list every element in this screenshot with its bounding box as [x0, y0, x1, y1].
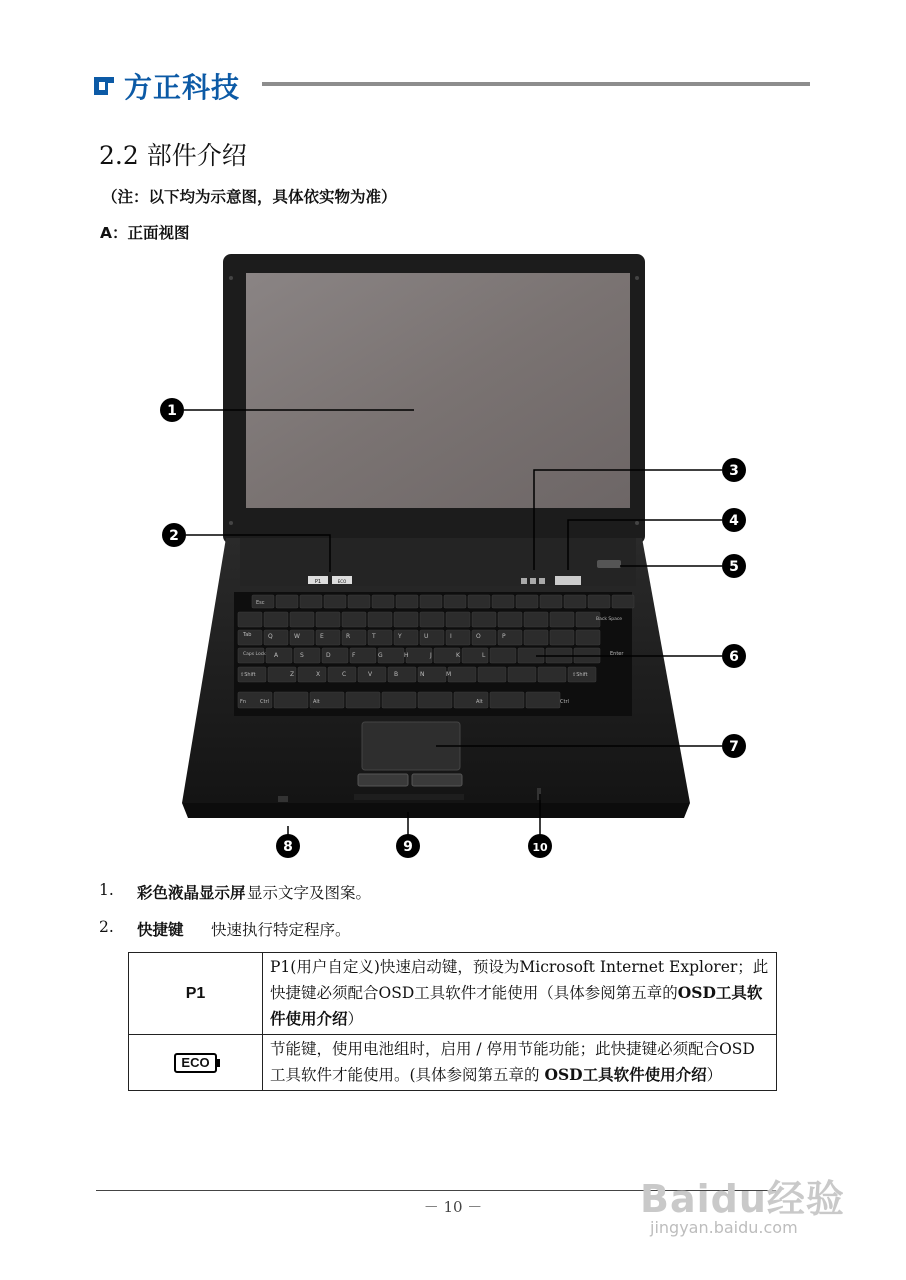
key-esc: Esc	[256, 600, 265, 606]
key-label-qwerty: Q	[268, 633, 273, 640]
key-label-asdf: A	[274, 652, 279, 659]
status-led-icon	[521, 578, 527, 584]
key-label-asdf: L	[482, 652, 486, 659]
table-cell-key	[129, 953, 263, 1035]
legend-term: 快捷键	[137, 921, 184, 939]
keyboard-key	[264, 612, 288, 627]
table-row	[129, 1035, 777, 1091]
watermark-logo: Baidu经验	[640, 1177, 845, 1221]
touchpad-right-button	[412, 774, 462, 786]
callout-number: 2	[169, 528, 179, 544]
legend-item	[99, 881, 499, 903]
keyboard-key	[468, 595, 490, 608]
key-label-qwerty: O	[476, 633, 481, 640]
key-enter: Enter	[610, 651, 624, 657]
keyboard-key	[448, 667, 476, 682]
keyboard-key	[290, 612, 314, 627]
legend-description: 显示文字及图案。	[247, 884, 372, 902]
description-tail: ）	[347, 1010, 364, 1028]
lid	[223, 254, 645, 544]
key-label-zxcv: V	[368, 671, 373, 678]
callout-number: 7	[729, 739, 739, 755]
keyboard-key	[420, 595, 442, 608]
keyboard-key	[564, 595, 586, 608]
keyboard-key	[346, 692, 380, 708]
hotkey-eco-label: ECO	[337, 579, 347, 584]
keyboard-key	[492, 595, 514, 608]
keyboard-key	[508, 667, 536, 682]
key-alt-right: Alt	[476, 699, 483, 705]
fingerprint-reader	[597, 560, 621, 568]
keyboard-key	[396, 595, 418, 608]
table-cell-key	[129, 1035, 263, 1091]
description-bold: OSD工具软件使用介绍	[270, 983, 763, 1028]
key-label-asdf: J	[430, 652, 432, 659]
description-text: P1(用户自定义)快速启动键，预设为Microsoft Internet Explorer；此快捷键必须配合OSD工具软件才能使用（具体参阅第五章的	[270, 958, 769, 1002]
keyboard-key	[382, 692, 416, 708]
keyboard-key	[490, 648, 516, 663]
keyboard-key	[324, 595, 346, 608]
legend-number: 1.	[99, 881, 114, 899]
keyboard-key	[298, 667, 326, 682]
keyboard-key	[540, 595, 562, 608]
keyboard-key	[576, 630, 600, 645]
key-tab: Tab	[243, 632, 252, 638]
description-bold: OSD工具软件使用介绍	[544, 1065, 707, 1084]
keyboard-key	[446, 612, 470, 627]
hotkey-p1-label: P1	[314, 579, 322, 585]
section-note: （注：以下均为示意图，具体依实物为准）	[102, 188, 397, 206]
legend-number: 2.	[99, 918, 114, 936]
keyboard-key	[550, 612, 574, 627]
key-shift-right: ⇧Shift	[572, 672, 588, 678]
legend-item	[99, 918, 499, 940]
table-row	[129, 953, 777, 1035]
key-fn: Fn	[240, 699, 247, 705]
key-label-asdf: K	[456, 652, 460, 659]
keyboard-key	[420, 612, 444, 627]
callout-number: 6	[729, 649, 739, 665]
key-label-qwerty: Y	[398, 633, 402, 640]
eco-battery-icon: ECO	[174, 1053, 216, 1073]
callout-number: 3	[729, 463, 739, 479]
keyboard-key	[538, 667, 566, 682]
keyboard-key	[342, 612, 366, 627]
key-caps: Caps Lock	[243, 652, 266, 657]
keyboard-key	[444, 595, 466, 608]
keyboard-key	[526, 692, 560, 708]
keyboard-key	[490, 692, 524, 708]
keyboard-key	[394, 612, 418, 627]
key-label-qwerty: R	[346, 633, 351, 640]
key-label-qwerty: I	[450, 633, 452, 640]
front-port	[278, 796, 288, 802]
key-label-zxcv: Z	[290, 671, 295, 678]
page-number: － 10 －	[423, 1198, 483, 1216]
keyboard-key	[294, 648, 320, 663]
keyboard-key	[454, 692, 488, 708]
callout-number: 9	[403, 839, 413, 855]
watermark-url: jingyan.baidu.com	[650, 1218, 798, 1237]
keyboard-key	[266, 648, 292, 663]
table-cell-description	[263, 953, 777, 1035]
keyboard-key	[524, 612, 548, 627]
status-led-icon	[539, 578, 545, 584]
company-logo	[90, 66, 240, 106]
key-label-zxcv: B	[394, 671, 399, 678]
keyboard-key	[406, 648, 432, 663]
keyboard-key	[388, 667, 416, 682]
power-button	[555, 576, 581, 585]
legend-term: 彩色液晶显示屏	[137, 884, 246, 902]
key-shift-left: ⇧Shift	[240, 672, 256, 678]
keyboard-key	[516, 595, 538, 608]
keyboard-key	[550, 630, 574, 645]
logo-text: 方正科技	[124, 71, 241, 104]
keyboard-key	[588, 595, 610, 608]
keyboard-key	[238, 612, 262, 627]
keyboard-key	[418, 692, 452, 708]
key-label-zxcv: N	[420, 671, 425, 678]
key-label-qwerty: T	[372, 633, 376, 640]
key-backspace: Back Space	[596, 617, 623, 622]
logo-mark-icon	[90, 71, 120, 101]
key-ctrl-right: Ctrl	[560, 699, 569, 705]
section-heading: 2.2 部件介绍	[99, 141, 247, 170]
laptop-front-view-figure	[150, 248, 770, 868]
key-label-qwerty: U	[424, 633, 429, 640]
table-cell-description	[263, 1035, 777, 1091]
header-rule	[262, 82, 810, 86]
key-label-asdf: D	[326, 652, 331, 659]
p1-key-label: P1	[185, 985, 206, 1002]
key-label-asdf: G	[378, 652, 383, 659]
callout-number: 5	[729, 559, 739, 575]
keyboard-key	[316, 612, 340, 627]
lcd-screen	[246, 273, 630, 508]
keyboard-key	[300, 595, 322, 608]
callout-number: 10	[532, 841, 548, 854]
keyboard-key	[498, 612, 522, 627]
touchpad-left-button	[358, 774, 408, 786]
key-label-qwerty: P	[502, 633, 506, 640]
keyboard-key	[368, 612, 392, 627]
description-tail: ）	[706, 1066, 723, 1084]
subsection-label: A：正面视图	[100, 224, 190, 242]
key-label-asdf: F	[352, 652, 356, 659]
callout-number: 8	[283, 839, 293, 855]
key-ctrl-left: Ctrl	[260, 699, 269, 705]
legend-description: 快速执行特定程序。	[211, 921, 351, 939]
callout-number: 4	[729, 513, 739, 529]
key-label-zxcv: X	[316, 671, 321, 678]
key-alt-left: Alt	[313, 699, 320, 705]
keyboard-key	[276, 595, 298, 608]
description-text: 节能键，使用电池组时，启用 / 停用节能功能；此快捷键必须配合OSD工具软件才能使用。(具体参阅第五章的	[270, 1040, 755, 1084]
front-status-indicators	[354, 794, 464, 800]
key-label-zxcv: M	[446, 671, 452, 678]
keyboard-key	[478, 667, 506, 682]
callout-number: 1	[167, 403, 177, 419]
key-label-asdf: S	[300, 652, 304, 659]
keyboard-key	[372, 595, 394, 608]
keyboard-key	[348, 595, 370, 608]
keyboard-key	[524, 630, 548, 645]
keyboard-key	[274, 692, 308, 708]
keyboard-key	[472, 612, 496, 627]
keyboard-key	[612, 595, 634, 608]
hotkey-table	[128, 952, 777, 1091]
status-led-icon	[530, 578, 536, 584]
key-label-qwerty: E	[320, 633, 324, 640]
key-label-qwerty: W	[294, 633, 300, 640]
keyboard	[234, 592, 634, 716]
key-label-zxcv: C	[342, 671, 347, 678]
key-label-asdf: H	[404, 652, 409, 659]
